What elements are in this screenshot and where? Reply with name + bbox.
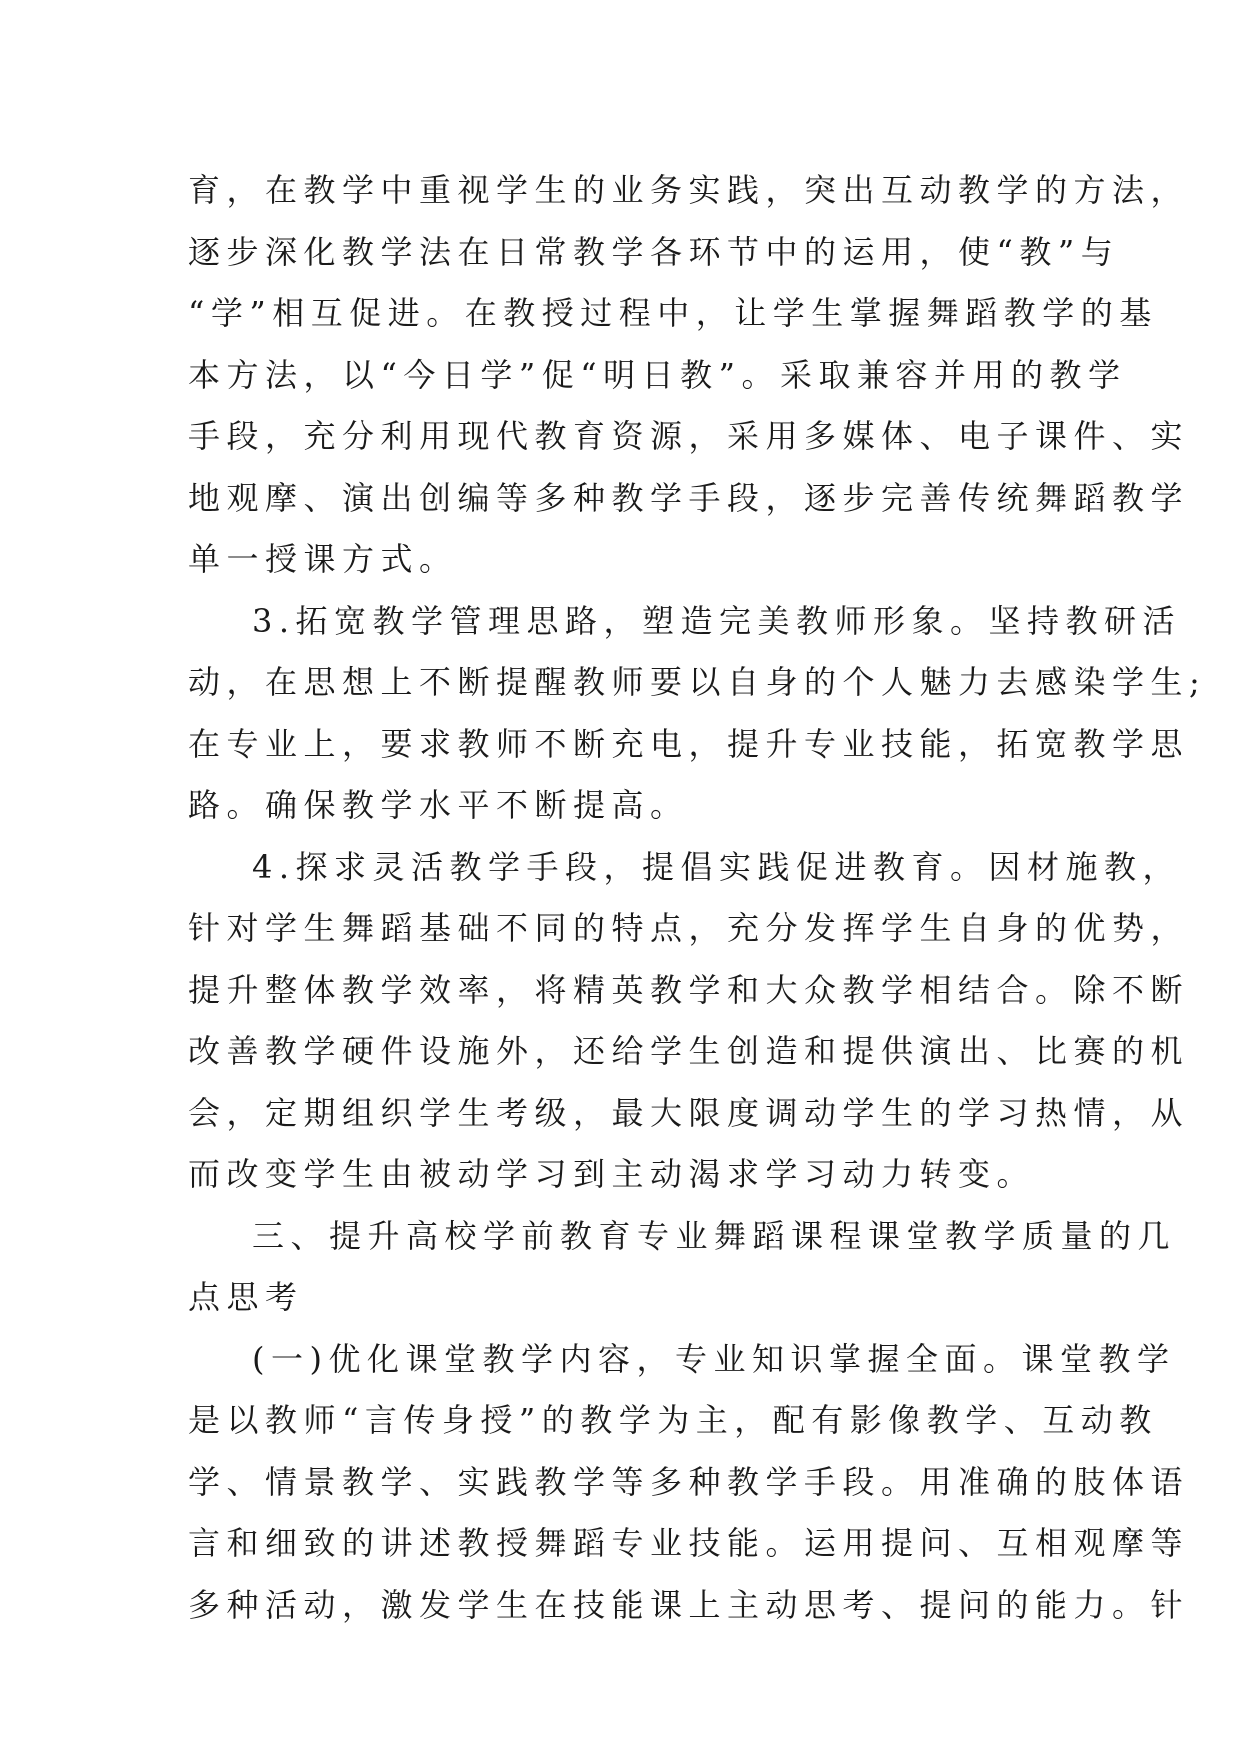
text-line: (一)优化课堂教学内容，专业知识掌握全面。课堂教学 — [252, 1339, 1176, 1378]
text-line: 是以教师“言传身授”的教学为主，配有影像教学、互动教 — [188, 1401, 1158, 1439]
text-line: 在专业上，要求教师不断充电，提升专业技能，拓宽教学思 — [188, 724, 1190, 763]
text-line: 提升整体教学效率，将精英教学和大众教学相结合。除不断 — [188, 970, 1190, 1009]
document-body — [188, 160, 1207, 1636]
paragraph-subsection-one — [188, 1329, 1190, 1637]
section-heading-three — [188, 1206, 1177, 1329]
text-line: 言和细致的讲述教授舞蹈专业技能。运用提问、互相观摩等 — [188, 1524, 1190, 1562]
text-line: 逐步深化教学法在日常教学各环节中的运用，使“教”与 — [188, 232, 1120, 271]
text-line: 多种活动，激发学生在技能课上主动思考、提问的能力。针 — [188, 1585, 1190, 1624]
text-line: 3.拓宽教学管理思路，塑造完美教师形象。坚持教研活 — [252, 601, 1182, 640]
text-line: 本方法，以“今日学”促“明日教”。采取兼容并用的教学 — [188, 355, 1127, 394]
text-line: 地观摩、演出创编等多种教学手段，逐步完善传统舞蹈教学 — [188, 478, 1190, 517]
paragraph-item-3 — [188, 591, 1207, 837]
text-line: 育，在教学中重视学生的业务实践，突出互动教学的方法， — [188, 171, 1190, 209]
text-line: “学”相互促进。在教授过程中，让学生掌握舞蹈教学的基 — [188, 294, 1158, 332]
text-line: 会，定期组织学生考级，最大限度调动学生的学习热情，从 — [188, 1093, 1190, 1132]
paragraph-item-4 — [188, 837, 1190, 1206]
text-line: 手段，充分利用现代教育资源，采用多媒体、电子课件、实 — [188, 417, 1190, 455]
text-line: 4.探求灵活教学手段，提倡实践促进教育。因材施教， — [252, 847, 1182, 886]
text-line: 而改变学生由被动学习到主动渴求学习动力转变。 — [188, 1155, 1036, 1193]
text-line: 路。确保教学水平不断提高。 — [188, 786, 689, 824]
heading-line: 点思考 — [188, 1278, 304, 1316]
text-line: 针对学生舞蹈基础不同的特点，充分发挥学生自身的优势， — [188, 909, 1190, 947]
paragraph-teaching-methods-continued — [188, 160, 1190, 591]
text-line: 动，在思想上不断提醒教师要以自身的个人魅力去感染学生; — [188, 663, 1207, 701]
text-line: 单一授课方式。 — [188, 540, 458, 578]
text-line: 学、情景教学、实践教学等多种教学手段。用准确的肢体语 — [188, 1462, 1190, 1501]
text-line: 改善教学硬件设施外，还给学生创造和提供演出、比赛的机 — [188, 1032, 1190, 1070]
heading-line: 三、提升高校学前教育专业舞蹈课程课堂教学质量的几 — [252, 1216, 1177, 1255]
